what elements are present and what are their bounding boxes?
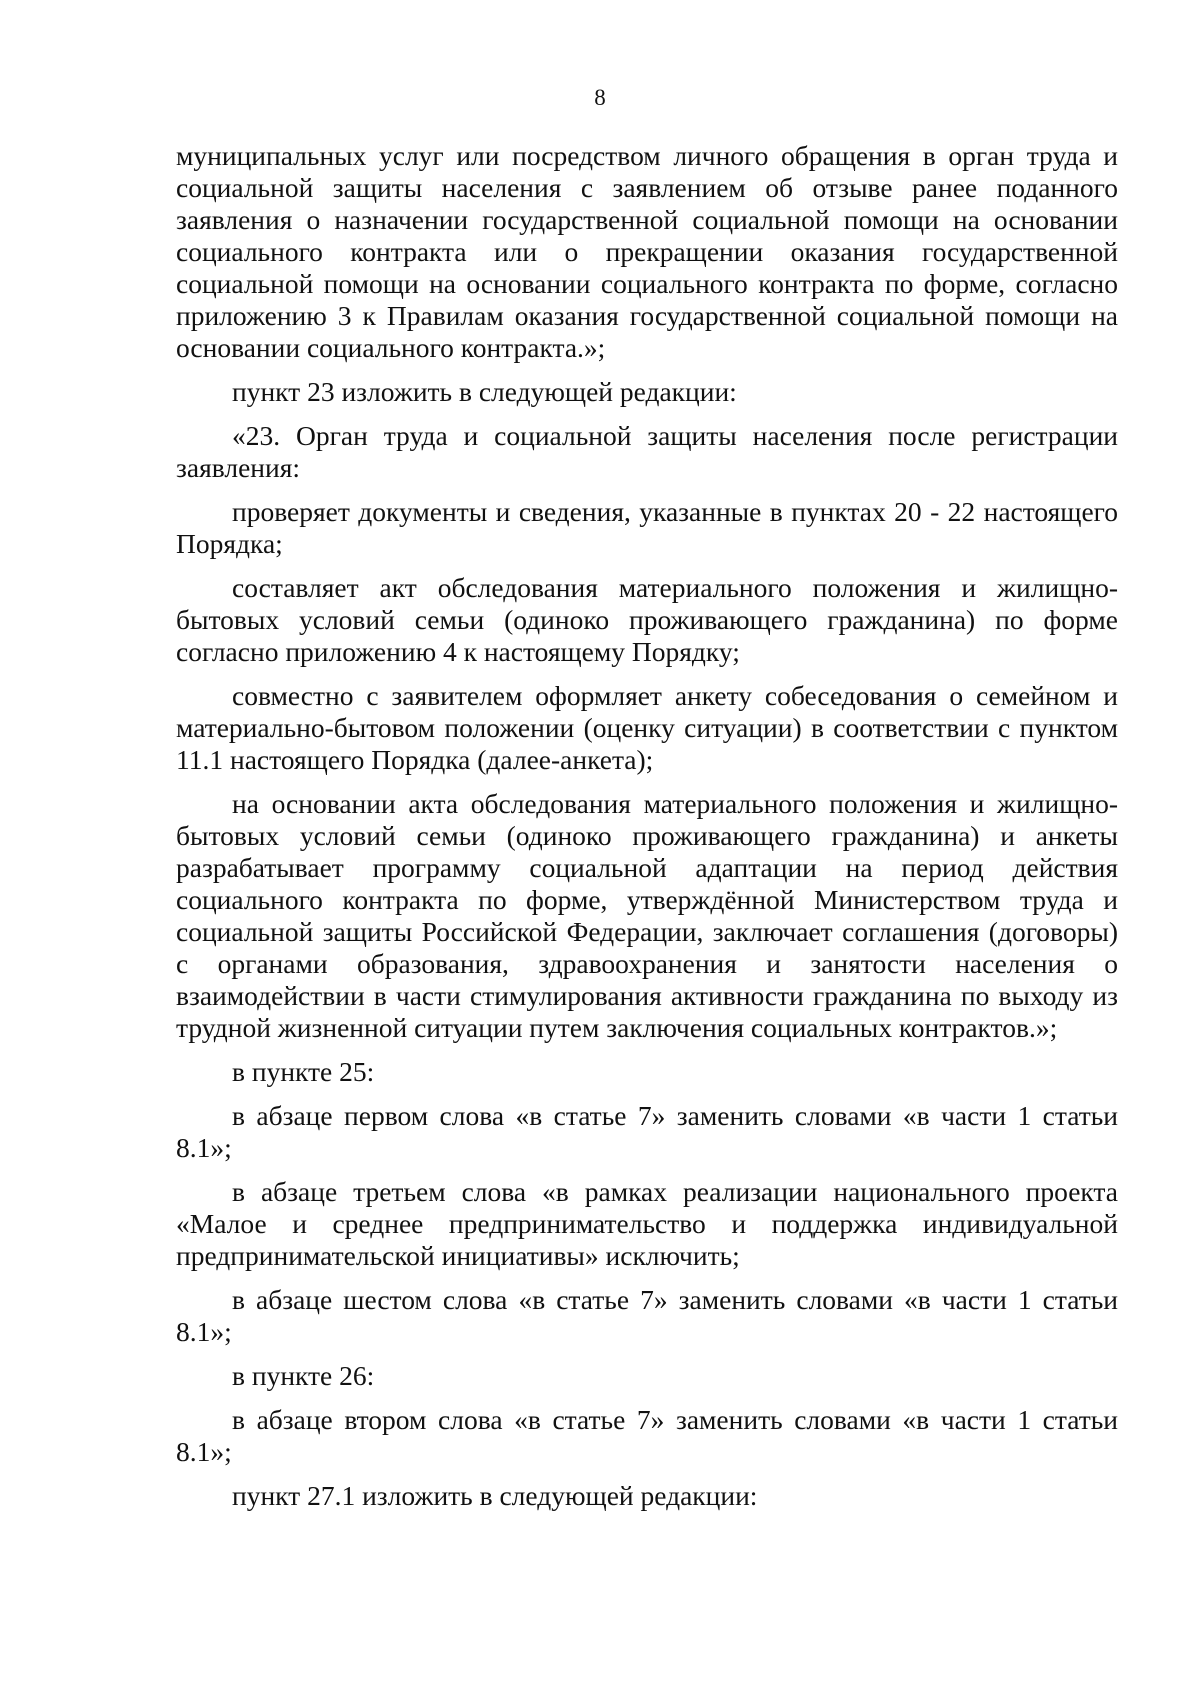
paragraph-check-documents: проверяет документы и сведения, указанные в пунктах 20 - 22 настоящего Порядка; [176, 496, 1118, 559]
paragraph-interview-form: совместно с заявителем оформляет анкету собеседования о семейном и материально-бытовом положении (оценку ситуации) в соответствии с пунктом 11.1 настоящего Порядка (далее-анкета); [176, 680, 1118, 775]
paragraph-item-25-first: в абзаце первом слова «в статье 7» заменить словами «в части 1 статьи 8.1»; [176, 1100, 1118, 1163]
paragraph-adaptation-program: на основании акта обследования материального положения и жилищно-бытовых условий семьи (одиноко проживающего гражданина) и анкеты разрабатывает программу социальной адаптации на период действия социального контракта по форме, утверждённой Министерством труда и социальной защиты Российской Федерации, заключает соглашения (договоры) с органами образования, здравоохранения и занятости населения о взаимодействии в части стимулирования активности гражданина по выходу из трудной жизненной ситуации путем заключения социальных контрактов.»; [176, 788, 1118, 1043]
document-body [176, 140, 1118, 1524]
paragraph-inspection-act: составляет акт обследования материального положения и жилищно-бытовых условий семьи (одиноко проживающего гражданина) по форме согласно приложению 4 к настоящему Порядку; [176, 572, 1118, 667]
paragraph-continuation: муниципальных услуг или посредством личного обращения в орган труда и социальной защиты населения с заявлением об отзыве ранее поданного заявления о назначении государственной социальной помощи на основании социального контракта или о прекращении оказания государственной социальной помощи на основании социального контракта по форме, согласно приложению 3 к Правилам оказания государственной социальной помощи на основании социального контракта.»; [176, 140, 1118, 363]
paragraph-item-27-1: пункт 27.1 изложить в следующей редакции: [232, 1480, 758, 1511]
paragraph-item-25: в пункте 25: [232, 1056, 375, 1087]
paragraph-item-26: в пункте 26: [232, 1360, 375, 1391]
paragraph-item-23-text: «23. Орган труда и социальной защиты населения после регистрации заявления: [176, 420, 1118, 483]
paragraph-item-25-sixth: в абзаце шестом слова «в статье 7» заменить словами «в части 1 статьи 8.1»; [176, 1284, 1118, 1347]
paragraph-item-25-third: в абзаце третьем слова «в рамках реализации национального проекта «Малое и среднее предпринимательство и поддержка индивидуальной предпринимательской инициативы» исключить; [176, 1176, 1118, 1271]
page-number: 8 [594, 85, 606, 110]
paragraph-item-23-intro: пункт 23 изложить в следующей редакции: [232, 376, 737, 407]
paragraph-item-26-second: в абзаце втором слова «в статье 7» заменить словами «в части 1 статьи 8.1»; [176, 1404, 1118, 1467]
